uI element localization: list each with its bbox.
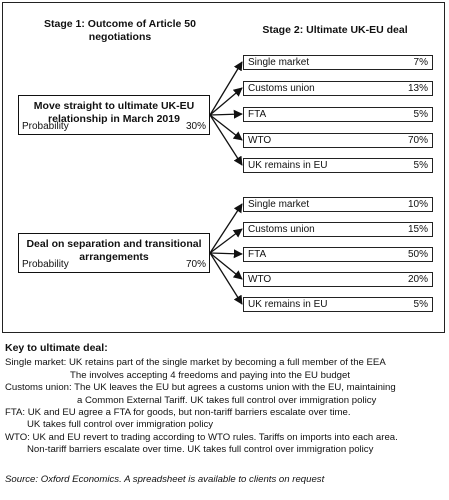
scenario-1-outcome-single-market: [243, 55, 433, 70]
scenario-1-probability-value: 30%: [185, 121, 206, 132]
branch-arrow: [210, 62, 242, 115]
outcome-label: WTO: [248, 274, 272, 285]
outcome-label: Single market: [248, 57, 310, 68]
outcome-label: UK remains in EU: [248, 299, 328, 310]
scenario-2-outcome-fta: [243, 247, 433, 262]
outcome-label: FTA: [248, 249, 267, 260]
scenario-2-probability-value: 70%: [185, 259, 206, 270]
key-line: a Common External Tariff. UK takes full control over immigration policy: [77, 394, 377, 406]
branch-arrow: [210, 115, 242, 140]
branch-arrow: [210, 114, 242, 115]
scenario-2-probability-label: Probability: [22, 259, 69, 270]
key-line: WTO: UK and EU revert to trading according to WTO rules. Tariffs on imports into each area.: [5, 431, 398, 443]
branch-arrow: [210, 229, 242, 253]
key-section: [5, 342, 445, 457]
stage1-heading-line-2: negotiations: [88, 31, 152, 43]
key-line: Non-tariff barriers escalate over time. UK takes full control over immigration policy: [27, 444, 374, 456]
key-line: FTA: UK and EU agree a FTA for goods, but non-tariff barriers escalate over time.: [5, 407, 351, 419]
branch-arrow: [210, 88, 242, 115]
scenario-2-probability: [22, 259, 206, 270]
scenario-2-title-line-1: Deal on separation and transitional: [26, 238, 202, 250]
outcome-value: 7%: [413, 57, 428, 68]
branch-arrow: [210, 115, 242, 165]
outcome-value: 20%: [407, 274, 428, 285]
scenario-1-title-line-1: Move straight to ultimate UK-EU: [33, 100, 195, 112]
scenario-1-box: [18, 95, 210, 135]
scenario-1-outcome-fta: [243, 107, 433, 122]
key-line: UK takes full control over immigration policy: [27, 419, 214, 431]
source-note: Source: Oxford Economics. A spreadsheet is available to clients on request: [5, 474, 325, 485]
scenario-2-outcome-wto: [243, 272, 433, 287]
outcome-label: Customs union: [248, 224, 315, 235]
outcome-label: FTA: [248, 109, 267, 120]
key-line: Customs union: The UK leaves the EU but agrees a customs union with the EU, maintaining: [5, 382, 396, 394]
scenario-2-outcome-uk-remains: [243, 297, 433, 312]
branch-arrow: [210, 204, 242, 253]
key-line: Single market: UK retains part of the single market by becoming a full member of the EEA: [5, 357, 386, 369]
outcome-value: 70%: [407, 135, 428, 146]
scenario-2-outcome-customs-union: [243, 222, 433, 237]
key-title: Key to ultimate deal:: [5, 342, 108, 354]
outcome-label: Customs union: [248, 83, 315, 94]
outcome-label: WTO: [248, 135, 272, 146]
scenario-1-title-line-2: relationship in March 2019: [48, 113, 180, 125]
branch-arrow: [210, 253, 242, 304]
scenario-1-outcome-customs-union: [243, 81, 433, 96]
scenario-2-title-line-2: arrangements: [79, 251, 149, 263]
scenario-2-box: [18, 233, 210, 273]
outcome-label: UK remains in EU: [248, 160, 328, 171]
stage1-heading-line-1: Stage 1: Outcome of Article 50: [44, 18, 196, 30]
scenario-1-probability: [22, 121, 206, 132]
stage2-heading: Stage 2: Ultimate UK-EU deal: [262, 24, 408, 36]
outcome-value: 5%: [413, 299, 428, 310]
scenario-2-outcome-single-market: [243, 197, 433, 212]
scenario-1-outcome-wto: [243, 133, 433, 148]
outcome-value: 5%: [413, 109, 428, 120]
scenario-1-outcome-uk-remains: [243, 158, 433, 173]
branch-arrow: [210, 253, 242, 254]
outcome-label: Single market: [248, 199, 310, 210]
outcome-value: 50%: [407, 249, 428, 260]
scenario-1-probability-label: Probability: [22, 121, 69, 132]
key-line: The involves accepting 4 freedoms and paying into the EU budget: [70, 369, 350, 381]
outcome-value: 13%: [407, 83, 428, 94]
outcome-value: 15%: [407, 224, 428, 235]
outcome-value: 5%: [413, 160, 428, 171]
outcome-value: 10%: [407, 199, 428, 210]
branch-arrow: [210, 253, 242, 279]
